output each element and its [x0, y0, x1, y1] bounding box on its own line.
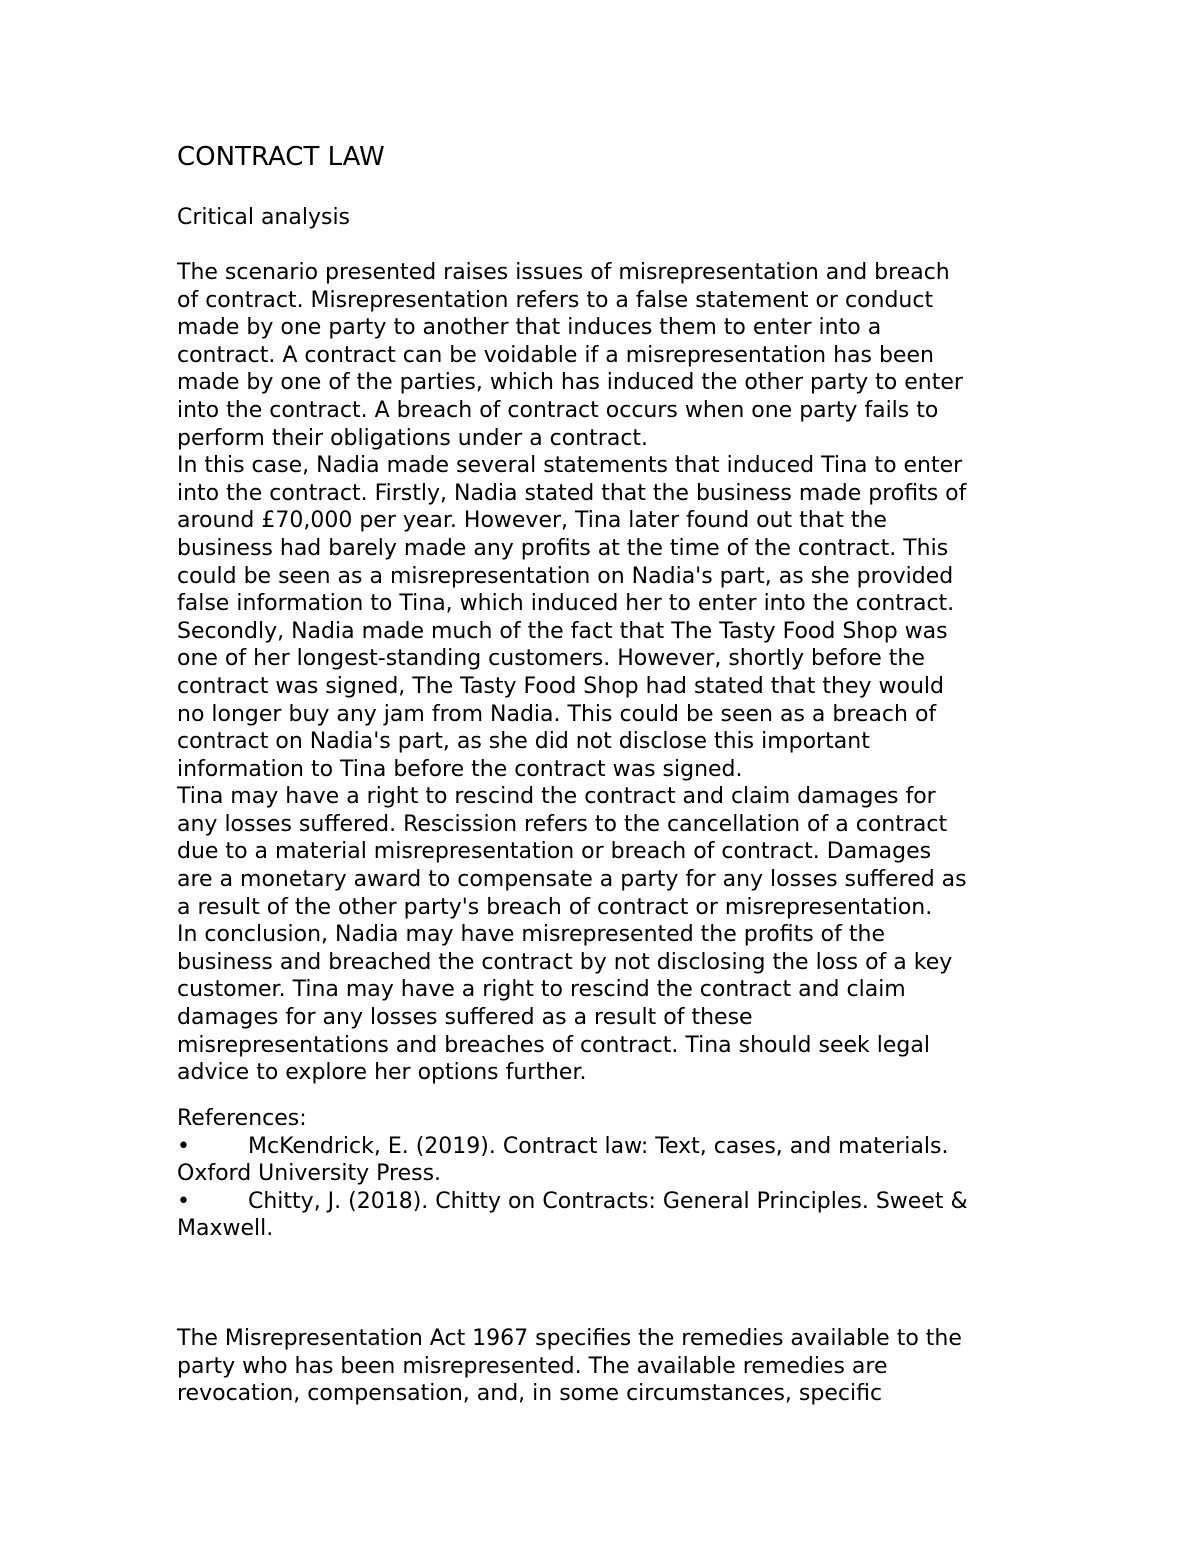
paragraph-conclusion: In conclusion, Nadia may have misrepresented the profits of the business and breached the contract by not disclosing the loss of a key customer. Tina may have a right to rescind the contract and claim damages for any losses suffered as a result of these misrepresentations and breaches of contract. Tina should seek legal advice to explore her options further.	[177, 922, 953, 1086]
reference-text: Chitty, J. (2018). Chitty on Contracts: General Principles. Sweet & Maxwell.	[177, 1188, 968, 1242]
paragraph-case-analysis: In this case, Nadia made several statements that induced Tina to enter into the contract. Firstly, Nadia stated that the business made profits of around £70,000 per year. However, Tina later found out that the business had barely made any profits at the time of the contract. This could be seen as a misrepresentation on Nadia's part, as she provided false information to Tina, which induced her to enter into the contract. Secondly, Nadia made much of the fact that The Tasty Food Shop was one of her longest-standing customers. However, shortly before the contract was signed, The Tasty Food Shop had stated that they would no longer buy any jam from Nadia. This could be seen as a breach of contract on Nadia's part, as she did not disclose this important information to Tina before the contract was signed.	[177, 453, 967, 782]
references-heading: References:	[177, 1106, 307, 1131]
document-title: CONTRACT LAW	[177, 142, 385, 172]
document-page	[177, 140, 1037, 1407]
reference-item	[177, 1133, 1037, 1188]
paragraph-remedies: Tina may have a right to rescind the contract and claim damages for any losses suffered. Rescission refers to the cancellation of a contract due to a material misrepresentation or breach of contract. Damages are a monetary award to compensate a party for any losses suffered as a result of the other party's breach of contract or misrepresentation.	[177, 784, 967, 920]
paragraph-introduction: The scenario presented raises issues of misrepresentation and breach of contract. Misrepresentation refers to a false statement or conduct made by one party to another that induces them to enter into a contract. A contract can be voidable if a misrepresentation has been made by one of the parties, which has induced the other party to enter into the contract. A breach of contract occurs when one party fails to perform their obligations under a contract.	[177, 260, 963, 451]
bullet-icon: •	[177, 1188, 190, 1214]
document-body	[177, 259, 1037, 1087]
bullet-icon: •	[177, 1133, 190, 1159]
paragraph-misrepresentation-act: The Misrepresentation Act 1967 specifies the remedies available to the party who has been misrepresented. The available remedies are revocation, compensation, and, in some circumstances, specific	[177, 1326, 962, 1407]
reference-text: McKendrick, E. (2019). Contract law: Text, cases, and materials. Oxford University Press.	[177, 1133, 949, 1187]
references-section	[177, 1105, 1037, 1243]
reference-item	[177, 1188, 1037, 1243]
document-subtitle: Critical analysis	[177, 205, 351, 230]
